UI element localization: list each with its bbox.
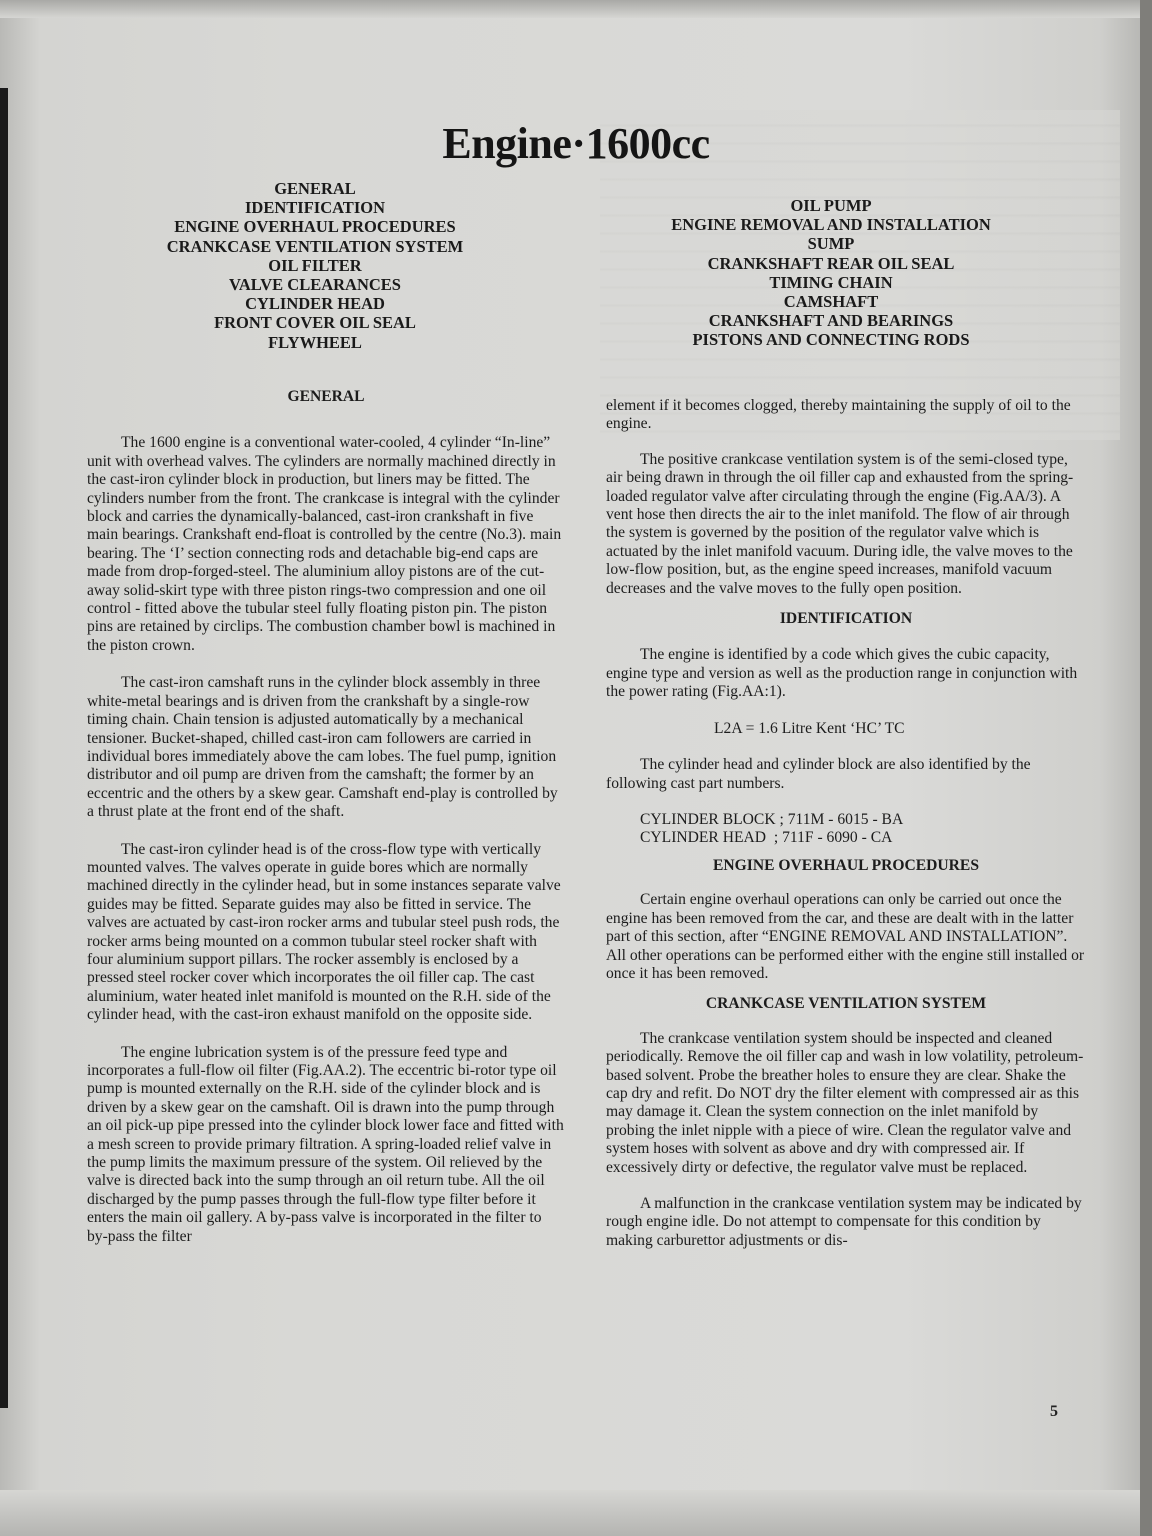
- contents-item: OIL PUMP: [790, 196, 872, 215]
- contents-item: IDENTIFICATION: [245, 198, 385, 218]
- section-heading-overhaul: ENGINE OVERHAUL PROCEDURES: [713, 856, 979, 874]
- paragraph-ventilation-malfunction: A malfunction in the crankcase ventilation system may be indicated by rough engine idle. Do not attempt to compensate for this condition by making carburettor adjustments or dis-: [606, 1195, 1082, 1249]
- contents-item: CYLINDER HEAD: [245, 294, 385, 314]
- part-number-head: CYLINDER HEAD ; 711F - 6090 - CA: [640, 828, 893, 846]
- contents-item: PISTONS AND CONNECTING RODS: [692, 330, 970, 350]
- section-heading-crankcase-ventilation: CRANKCASE VENTILATION SYSTEM: [705, 995, 987, 1013]
- left-column: [87, 388, 565, 1246]
- page-top-shadow: [0, 0, 1140, 18]
- paragraph-cylinder-head: The cast-iron cylinder head is of the cross-flow type with vertically mounted valves. The valves operate in guide bores which are normally machined directly in the cylinder head, but in some instances separate valve guides may be fitted. Separate guides may also be fitted in service. The valves are actuated by cast-iron rocker arms and tubular steel push rods, the rocker arms being mounted on a common tubular steel rocker shaft with four aluminium support pillars. The rocker assembly is enclosed by a pressed steel rocker cover which incorporates the oil filler cap. The cast aluminium, water heated inlet manifold is mounted on the R.H. side of the cylinder head, with the cast-iron exhaust manifold on the opposite side.: [87, 840, 561, 1024]
- contents-item: GENERAL: [274, 179, 356, 198]
- paragraph-continued: element if it becomes clogged, thereby maintaining the supply of oil to the engine.: [606, 397, 1071, 433]
- section-heading-general: GENERAL: [287, 388, 365, 405]
- contents-item: CRANKSHAFT REAR OIL SEAL: [707, 253, 955, 273]
- contents-item: TIMING CHAIN: [769, 272, 893, 292]
- contents-item: CAMSHAFT: [783, 292, 879, 312]
- right-column: [606, 397, 1086, 1250]
- binding-edge: [0, 88, 8, 1408]
- part-number-block: CYLINDER BLOCK ; 711M - 6015 - BA: [640, 810, 904, 828]
- contents-item: SUMP: [807, 234, 855, 254]
- contents-item: OIL FILTER: [268, 255, 362, 275]
- contents-item: ENGINE REMOVAL AND INSTALLATION: [671, 215, 991, 235]
- paragraph-lubrication: The engine lubrication system is of the pressure feed type and incorporates a full-flow oil filter (Fig.AA.2). The eccentric bi-rotor type oil pump is mounted externally on the R.H. side of the cylinder block and is driven by a skew gear on the camshaft. Oil is drawn into the pump through an oil pick-up pipe pressed into the cylinder block lower face and fitted with a mesh screen to provide primary filtration. A spring-loaded relief valve in the pump limits the maximum pressure of the system. Oil relieved by the valve is directed back into the sump through an oil return tube. All the oil discharged by the pump passes through the full-flow type filter before it enters the main oil gallery. A by-pass valve is incorporated in the filter to by-pass the filter: [87, 1043, 564, 1245]
- contents-item: CRANKCASE VENTILATION SYSTEM: [166, 236, 464, 256]
- paragraph-pcv-system: The positive crankcase ventilation system is of the semi-closed type, air being drawn in through the oil filler cap and exhausted from the spring-loaded regulator valve after circulating through the engine (Fig.AA/3). A vent hose then directs the air to the inlet manifold. The flow of air through the system is governed by the position of the regulator valve which is actuated by the inlet manifold vacuum. During idle, the valve moves to the low-flow position, but, as the engine speed increases, manifold vacuum decreases and the valve moves to the fully open position.: [606, 450, 1074, 597]
- contents-item: CRANKSHAFT AND BEARINGS: [708, 311, 954, 331]
- paragraph-ventilation-service: The crankcase ventilation system should be inspected and cleaned periodically. Remove the oil filler cap and wash in low volatility, petroleum-based solvent. Probe the breather holes to ensure they are clear. Shake the cap dry and refit. Do NOT dry the filter element with compressed air as this may damage it. Clean the system connection on the inlet manifold by probing the inlet nipple with a piece of wire. Clean the regulator valve and system hoses with solvent as above and dry with compressed air. If excessively dirty or defective, the regulator valve must be replaced.: [606, 1029, 1084, 1176]
- paragraph-camshaft: The cast-iron camshaft runs in the cylinder block assembly in three white-metal bearings and is driven from the crankshaft by a single-row timing chain. Chain tension is adjusted automatically by a mechanical tensioner. Bucket-shaped, chilled cast-iron cam followers are carried in individual bores immediately above the cam lobes. The fuel pump, ignition distributor and oil pump are driven from the camshaft; the former by an eccentric and the others by a skew gear. Camshaft end-play is controlled by a thrust plate at the front end of the shaft.: [87, 674, 558, 821]
- page-bottom-shadow: [0, 1490, 1140, 1536]
- contents-item: FRONT COVER OIL SEAL: [214, 313, 416, 333]
- page-number: 5: [1050, 1403, 1058, 1420]
- section-heading-identification: IDENTIFICATION: [779, 610, 913, 628]
- contents-list-right: [636, 196, 1026, 350]
- contents-item: FLYWHEEL: [268, 332, 362, 352]
- paragraph-identification: The engine is identified by a code which gives the cubic capacity, engine type and version as well as the production range in conjunction with the power rating (Fig.AA:1).: [606, 646, 1078, 701]
- paragraph-cast-numbers: The cylinder head and cylinder block are also identified by the following cast part numbers.: [606, 756, 1031, 792]
- page-title: Engine·1600cc: [442, 119, 710, 168]
- paragraph-general: The 1600 engine is a conventional water-cooled, 4 cylinder “In-line” unit with overhead valves. The cylinders are normally machined directly in the cast-iron cylinder block in production, but liners may be fitted. The cylinders number from the front. The crankcase is integral with the cylinder block and carries the dynamically-balanced, cast-iron crankshaft in five main bearings. Crankshaft end-float is controlled by the centre (No.3). main bearing. The ‘I’ section connecting rods and detachable big-end caps are made from drop-forged-steel. The aluminium alloy pistons are of the cut-away solid-skirt type with three piston rings-two compression and one oil control - fitted above the tubular steel fully floating piston pin. The piston pins are retained by circlips. The combustion chamber bowl is machined in the piston crown.: [87, 434, 562, 654]
- contents-item: VALVE CLEARANCES: [229, 275, 401, 295]
- contents-item: ENGINE OVERHAUL PROCEDURES: [174, 217, 456, 237]
- paragraph-overhaul: Certain engine overhaul operations can only be carried out once the engine has been removed from the car, and these are dealt with in the latter part of this section, after “ENGINE REMOVAL AND INSTALLATION”. All other operations can be performed either with the engine still installed or once it has been removed.: [606, 891, 1085, 982]
- engine-code: L2A = 1.6 Litre Kent ‘HC’ TC: [714, 719, 905, 737]
- contents-list-left: [120, 179, 510, 352]
